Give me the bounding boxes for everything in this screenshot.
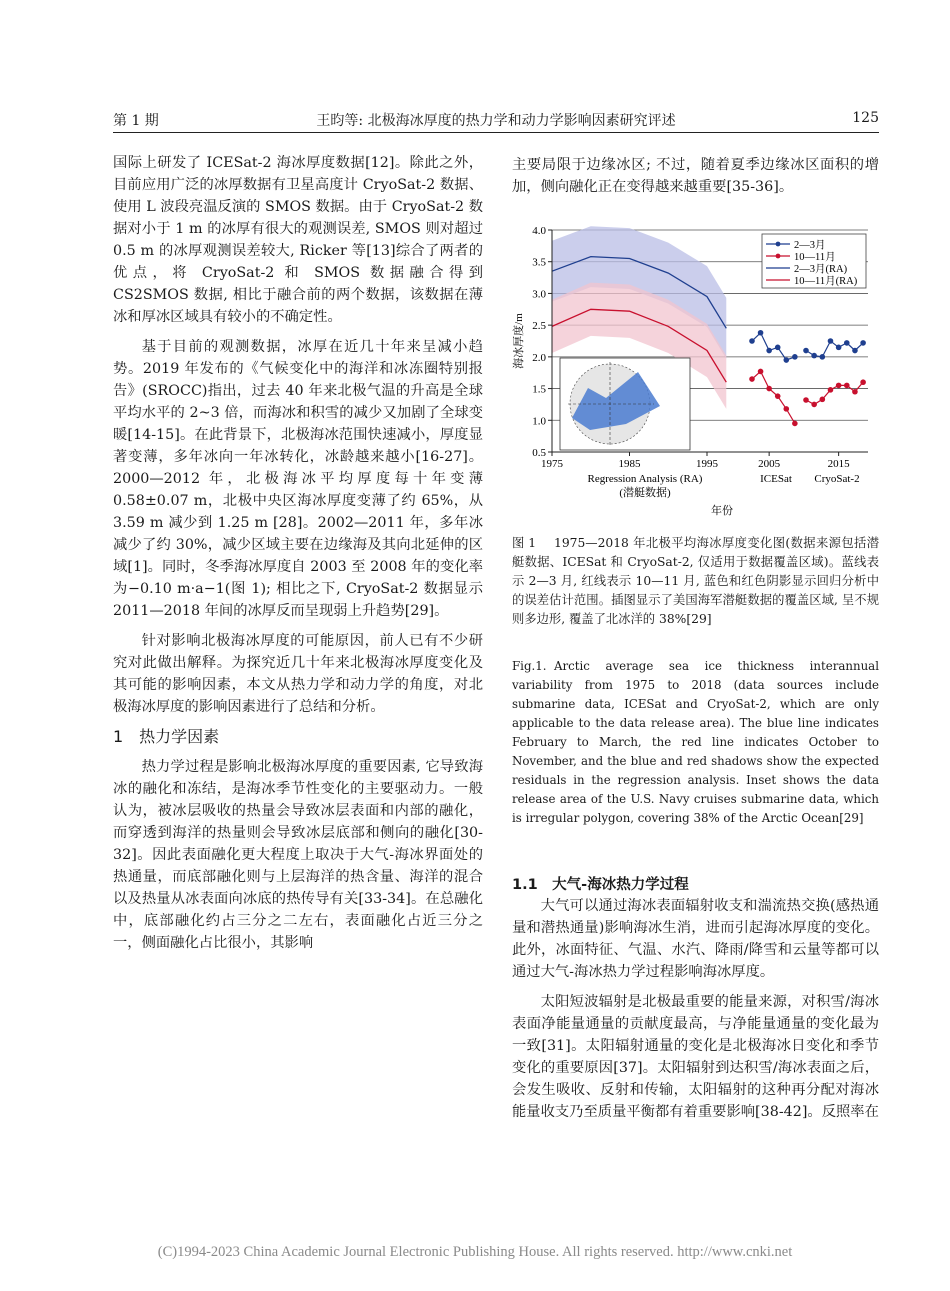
right-column-bottom — [512, 895, 879, 1131]
y-tick-label: 1.0 — [532, 415, 546, 428]
y-tick-label: 1.5 — [532, 383, 546, 396]
y-tick-label: 0.5 — [532, 447, 546, 459]
running-header — [113, 110, 879, 132]
cryosat-oct-nov-point — [811, 402, 817, 408]
icesat-feb-mar-point — [783, 357, 789, 363]
running-title: 王昀等: 北极海冰厚度的热力学和动力学影响因素研究评述 — [316, 113, 676, 129]
cryosat-feb-mar-point — [803, 348, 809, 354]
x-tick-label: 1985 — [618, 458, 641, 470]
icesat-feb-mar-point — [758, 330, 764, 336]
legend-marker — [776, 254, 781, 259]
icesat-oct-nov-point — [766, 386, 772, 392]
cryosat-oct-nov-point — [803, 397, 809, 403]
caption-text: 1975—2018 年北极平均海冰厚度变化图(数据来源包括潜艇数据、ICESat 和 CryoSat-2, 仅适用于数据覆盖区域)。蓝线表示 2—3 月, 红线表示 10—11 月, 蓝色和红色阴影显示回归分析中的误差估计范围。插图显示了美国海军潜艇数据的覆盖区域, 呈不规则多边形, 覆盖了北冰洋的 38%[29] — [512, 536, 879, 626]
icesat-oct-nov-point — [775, 393, 781, 399]
right-column-top — [512, 154, 879, 206]
icesat-feb-mar-line — [752, 333, 795, 360]
cryosat-oct-nov-point — [820, 397, 826, 403]
y-tick-label: 3.0 — [532, 288, 546, 301]
x-tick-label: 2015 — [827, 458, 850, 470]
icesat-oct-nov-point — [792, 421, 798, 427]
section-heading: 1 热力学因素 — [113, 727, 220, 746]
header-rule — [113, 132, 879, 133]
figure-label: 图 1 — [512, 536, 537, 550]
cryosat-oct-nov-point — [852, 389, 858, 395]
subsection-heading: 1.1 大气-海冰热力学过程 — [512, 877, 689, 893]
legend-label: 10—11月 — [794, 252, 836, 263]
legend-label: 2—3月 — [794, 240, 826, 251]
icesat-feb-mar-point — [775, 345, 781, 351]
group-label: ICESat — [760, 473, 792, 485]
group-label: Regression Analysis (RA) — [587, 473, 703, 485]
cryosat-oct-nov-point — [844, 383, 850, 389]
paragraph: 针对影响北极海冰厚度的可能原因，前人已有不少研究对此做出解释。为探究近几十年来北极海冰厚度变化及其可能的影响因素，本文从热力学和动力学的角度，对北极海冰厚度的影响因素进行了总结和分析。 — [113, 633, 483, 715]
paragraph: 太阳短波辐射是北极最重要的能量来源，对积雪/海冰表面净能量通量的贡献度最高，与净能量通量的变化最为一致[31]。太阳辐射通量的变化是北极海冰日变化和季节变化的重要原因[37]。太阳辐射到达积雪/海冰表面之后，会发生吸收、反射和传输，太阳辐射的这种再分配对海冰能量收支乃至质量平衡都有着重要影响[38-42]。反照率在 — [512, 994, 879, 1120]
y-tick-label: 2.0 — [532, 351, 546, 364]
x-tick-label: 2005 — [758, 458, 781, 470]
figure-1-chart — [510, 222, 880, 522]
legend-label: 10—11月(RA) — [794, 276, 858, 287]
icesat-feb-mar-point — [766, 348, 772, 354]
figure-caption-zh — [512, 534, 879, 629]
cryosat-oct-nov-point — [836, 383, 842, 389]
y-tick-label: 2.5 — [532, 320, 546, 333]
cryosat-feb-mar-point — [828, 338, 834, 344]
copyright-footer: (C)1994-2023 China Academic Journal Electronic Publishing House. All rights reserved. http://www.cnki.net — [157, 1244, 793, 1260]
y-tick-label: 3.5 — [532, 256, 546, 269]
icesat-oct-nov-line — [752, 371, 795, 423]
caption-text: Arctic average sea ice thickness interannual variability from 1975 to 2018 (data sources include submarine data, ICESat and CryoSat-2, which are only applicable to the data release area). The blue line indicates February to March, the red line indicates October to November, and the blue and red shadows show the expected residuals in the regression analysis. Inset shows the data release area of the U.S. Navy cruises submarine data, which is irregular polygon, covering 38% of the Arctic Ocean[29] — [512, 659, 879, 825]
group-label: CryoSat-2 — [814, 473, 860, 485]
paragraph: 大气可以通过海冰表面辐射收支和湍流热交换(感热通量和潜热通量)影响海冰生消，进而引起海冰厚度的变化。此外，冰面特征、气温、水汽、降雨/降雪和云量等都可以通过大气-海冰热力学过程影响海冰厚度。 — [512, 898, 879, 980]
icesat-oct-nov-point — [783, 406, 789, 412]
icesat-oct-nov-point — [749, 376, 755, 382]
paragraph: 主要局限于边缘冰区; 不过，随着夏季边缘冰区面积的增加，侧向融化正在变得越来越重要[35-36]。 — [512, 157, 879, 195]
left-column — [113, 152, 483, 962]
group-label: (潜艇数据) — [619, 487, 671, 499]
figure-label: Fig.1. — [512, 659, 547, 673]
cryosat-oct-nov-point — [828, 387, 834, 393]
x-axis-label: 年份 — [711, 505, 733, 517]
cryosat-feb-mar-point — [852, 348, 858, 354]
cryosat-feb-mar-point — [844, 340, 850, 346]
cryosat-feb-mar-point — [860, 340, 866, 346]
issue-number: 第 1 期 — [113, 113, 159, 129]
y-axis-label: 海冰厚度/m — [513, 313, 525, 369]
legend-marker — [776, 242, 781, 247]
cryosat-oct-nov-point — [860, 379, 866, 385]
paragraph: 国际上研发了 ICESat-2 海冰厚度数据[12]。除此之外，目前应用广泛的冰厚数据有卫星高度计 CryoSat-2 数据、使用 L 波段亮温反演的 SMOS 数据。由于 CryoSat-2 数据对小于 1 m 的冰厚有很大的观测误差, SMOS 则对超过 0.5 m 的冰厚观测误差较大, Ricker 等[13]综合了两者的优点，将 CryoSat-2 和 SMOS 数据融合得到 CS2SMOS 数据, 相比于融合前的两个数据，该数据在薄冰和厚冰区域具有较小的不确定性。 — [113, 155, 483, 325]
icesat-oct-nov-point — [758, 369, 764, 375]
icesat-feb-mar-point — [749, 338, 755, 344]
x-tick-label: 1995 — [696, 458, 718, 470]
paragraph: 基于目前的观测数据，冰厚在近几十年来呈减小趋势。2019 年发布的《气候变化中的海洋和冰冻圈特别报告》(SROCC)指出，过去 40 年来北极气温的升高是全球平均水平的 2~3 倍，而海冰和积雪的减少又加剧了全球变暖[14-15]。在此背景下，北极海冰范围快速减小，厚度显著变薄，多年冰向一年冰转化，冰龄越来越小[16-27]。2000—2012 年，北极海冰平均厚度每十年变薄 0.58±0.07 m，北极中央区海冰厚度变薄了约 65%，从 3.59 m 减少到 1.25 m [28]。2002—2011 年，多年冰减少了约 30%，减少区域主要在边缘海及其向北延伸的区域[1]。同时，冬季海冰厚度自 2003 至 2008 年的变化率为−0.10 m·a−1(图 1); 相比之下, CryoSat-2 数据显示 2011—2018 年间的冰厚反而呈现弱上升趋势[29]。 — [113, 339, 483, 619]
y-tick-label: 4.0 — [532, 225, 546, 237]
cryosat-feb-mar-point — [820, 354, 826, 360]
figure-caption-en — [512, 657, 879, 828]
legend-label: 2—3月(RA) — [794, 264, 848, 275]
cryosat-feb-mar-point — [836, 345, 842, 351]
page-number: 125 — [852, 110, 879, 126]
x-tick-label: 1975 — [541, 458, 563, 470]
paragraph: 热力学过程是影响北极海冰厚度的重要因素, 它导致海冰的融化和冻结，是海冰季节性变化的主要驱动力。一般认为，被冰层吸收的热量会导致冰层表面和内部的融化，而穿透到海洋的热量则会导致冰层底部和侧向的融化[30-32]。因此表面融化更大程度上取决于大气-海冰界面处的热通量，而底部融化则与上层海洋的热含量、海洋的混合以及热量从冰表面向冰底的热传导有关[33-34]。在总融化中，底部融化约占三分之二左右，表面融化占近三分之一，侧面融化占比很小，其影响 — [113, 759, 483, 951]
icesat-feb-mar-point — [792, 354, 798, 360]
cryosat-feb-mar-point — [811, 353, 817, 359]
